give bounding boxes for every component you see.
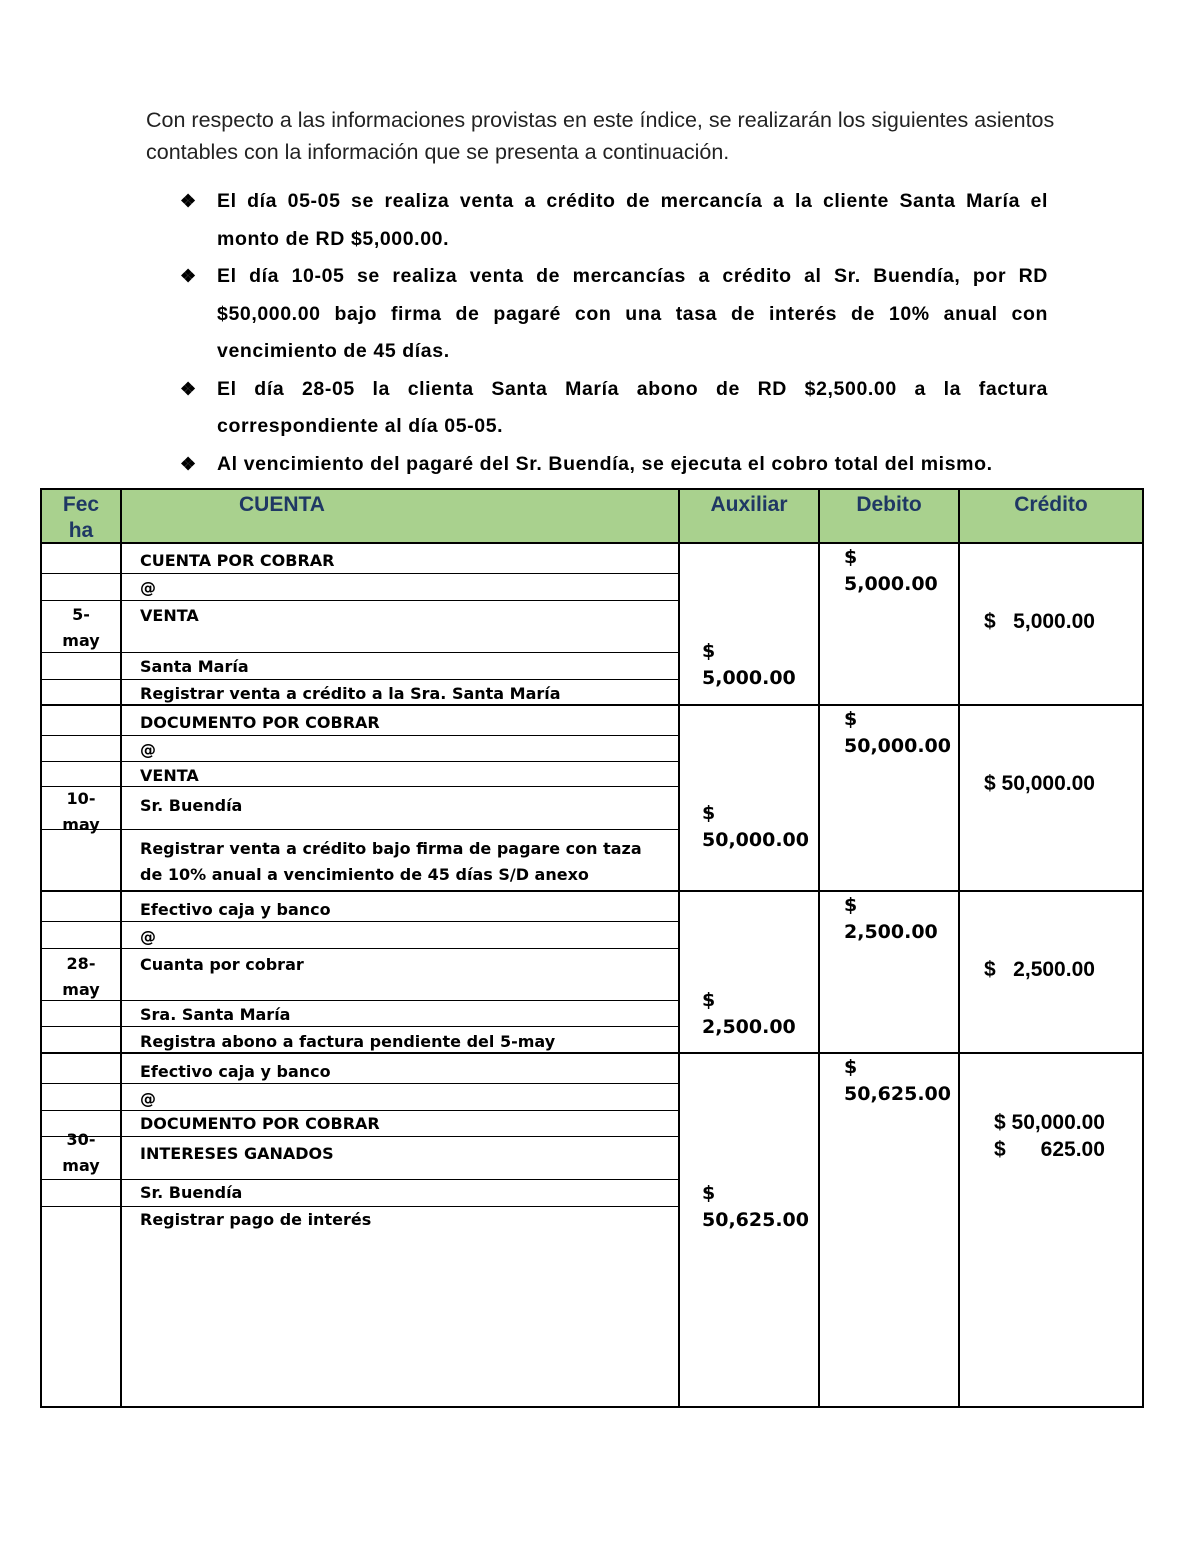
column-divider — [958, 490, 960, 1406]
debit-amount: $ 50,000.00 — [844, 708, 951, 757]
account-line: Registrar venta a crédito bajo firma de pagare con taza — [140, 839, 642, 858]
bullet-text: El día 10-05 se realiza venta de mercancías a crédito al Sr. Buendía, por RD $50,000.00 bajo firma de pagaré con una tasa de interés de 10% anual con vencimiento de 45 días. — [217, 265, 1048, 362]
row-divider — [42, 573, 678, 574]
list-item — [180, 446, 1048, 484]
list-item — [180, 371, 1048, 446]
row-divider — [42, 652, 678, 653]
account-line: VENTA — [140, 766, 199, 785]
auxiliar-amount: $ 2,500.00 — [702, 989, 796, 1038]
account-line: @ — [140, 1089, 156, 1108]
journal-table — [40, 488, 1144, 1408]
entry-date: 10- may — [62, 789, 100, 834]
account-line: CUENTA POR COBRAR — [140, 551, 335, 570]
bullet-text: El día 28-05 la clienta Santa María abono de RD $2,500.00 a la factura correspondiente al día 05-05. — [217, 377, 1048, 437]
account-line: Registra abono a factura pendiente del 5-may — [140, 1032, 556, 1051]
header-cuenta: CUENTA — [239, 493, 325, 516]
diamond-bullet-icon: ❖ — [180, 191, 197, 211]
credit-amount: $ 625.00 — [994, 1138, 1105, 1161]
account-line: Registrar venta a crédito a la Sra. Santa María — [140, 684, 561, 703]
row-divider — [42, 679, 678, 680]
credit-amount: $ 2,500.00 — [984, 958, 1095, 981]
credit-amount: $ 50,000.00 — [994, 1111, 1105, 1134]
header-fecha: Fec ha — [62, 493, 100, 542]
diamond-bullet-icon: ❖ — [180, 378, 197, 399]
row-divider — [42, 761, 678, 762]
diamond-bullet-icon: ❖ — [180, 453, 197, 474]
row-divider — [42, 1083, 678, 1084]
bullet-list — [180, 183, 1048, 483]
account-line: Efectivo caja y banco — [140, 1062, 331, 1081]
column-divider — [678, 490, 680, 1406]
header-auxiliar: Auxiliar — [710, 493, 788, 516]
entry-divider — [42, 890, 1142, 892]
header-credito: Crédito — [1014, 493, 1088, 516]
account-line: @ — [140, 927, 156, 946]
list-item — [180, 258, 1048, 371]
account-line: INTERESES GANADOS — [140, 1144, 334, 1163]
auxiliar-amount: $ 50,000.00 — [702, 802, 809, 851]
account-line: Sra. Santa María — [140, 1005, 291, 1024]
account-line: Cuanta por cobrar — [140, 955, 304, 974]
credit-amount: $ 5,000.00 — [984, 610, 1095, 633]
list-item — [180, 183, 1048, 258]
column-divider — [818, 490, 820, 1406]
row-divider — [42, 948, 678, 949]
row-divider — [42, 921, 678, 922]
bullet-text: El día 05-05 se realiza venta a crédito de mercancía a la cliente Santa María el monto de RD $5,000.00. — [217, 190, 1048, 250]
intro-paragraph: Con respecto a las informaciones provistas en este índice, se realizarán los siguientes asientos contables con la información que se presenta a continuación. — [146, 108, 1055, 164]
debit-amount: $ 5,000.00 — [844, 546, 938, 595]
auxiliar-amount: $ 5,000.00 — [702, 640, 796, 689]
account-line: @ — [140, 740, 156, 759]
account-line: DOCUMENTO POR COBRAR — [140, 1114, 380, 1133]
row-divider — [42, 829, 678, 830]
account-line: Efectivo caja y banco — [140, 900, 331, 919]
entry-date: 5- may — [62, 605, 100, 650]
debit-amount: $ 2,500.00 — [844, 894, 938, 943]
entry-date: 28- may — [62, 954, 100, 999]
table-header — [42, 490, 1142, 544]
account-line: VENTA — [140, 606, 199, 625]
account-line: @ — [140, 578, 156, 597]
auxiliar-amount: $ 50,625.00 — [702, 1182, 809, 1231]
bullet-text: Al vencimiento del pagaré del Sr. Buendía, se ejecuta el cobro total del mismo. — [217, 452, 993, 475]
account-line: de 10% anual a vencimiento de 45 días S/D anexo — [140, 865, 589, 884]
row-divider — [42, 1179, 678, 1180]
row-divider — [42, 1026, 678, 1027]
row-divider — [42, 1000, 678, 1001]
entry-date: 30- may — [62, 1130, 100, 1175]
debit-amount: $ 50,625.00 — [844, 1056, 951, 1105]
account-line: Sr. Buendía — [140, 1183, 243, 1202]
account-line: Santa María — [140, 657, 249, 676]
account-line: Registrar pago de interés — [140, 1210, 372, 1229]
account-line: Sr. Buendía — [140, 796, 243, 815]
credit-amount: $ 50,000.00 — [984, 772, 1095, 795]
diamond-bullet-icon: ❖ — [180, 266, 197, 286]
account-line: DOCUMENTO POR COBRAR — [140, 713, 380, 732]
row-divider — [42, 786, 678, 787]
header-debito: Debito — [856, 493, 922, 516]
row-divider — [42, 600, 678, 601]
